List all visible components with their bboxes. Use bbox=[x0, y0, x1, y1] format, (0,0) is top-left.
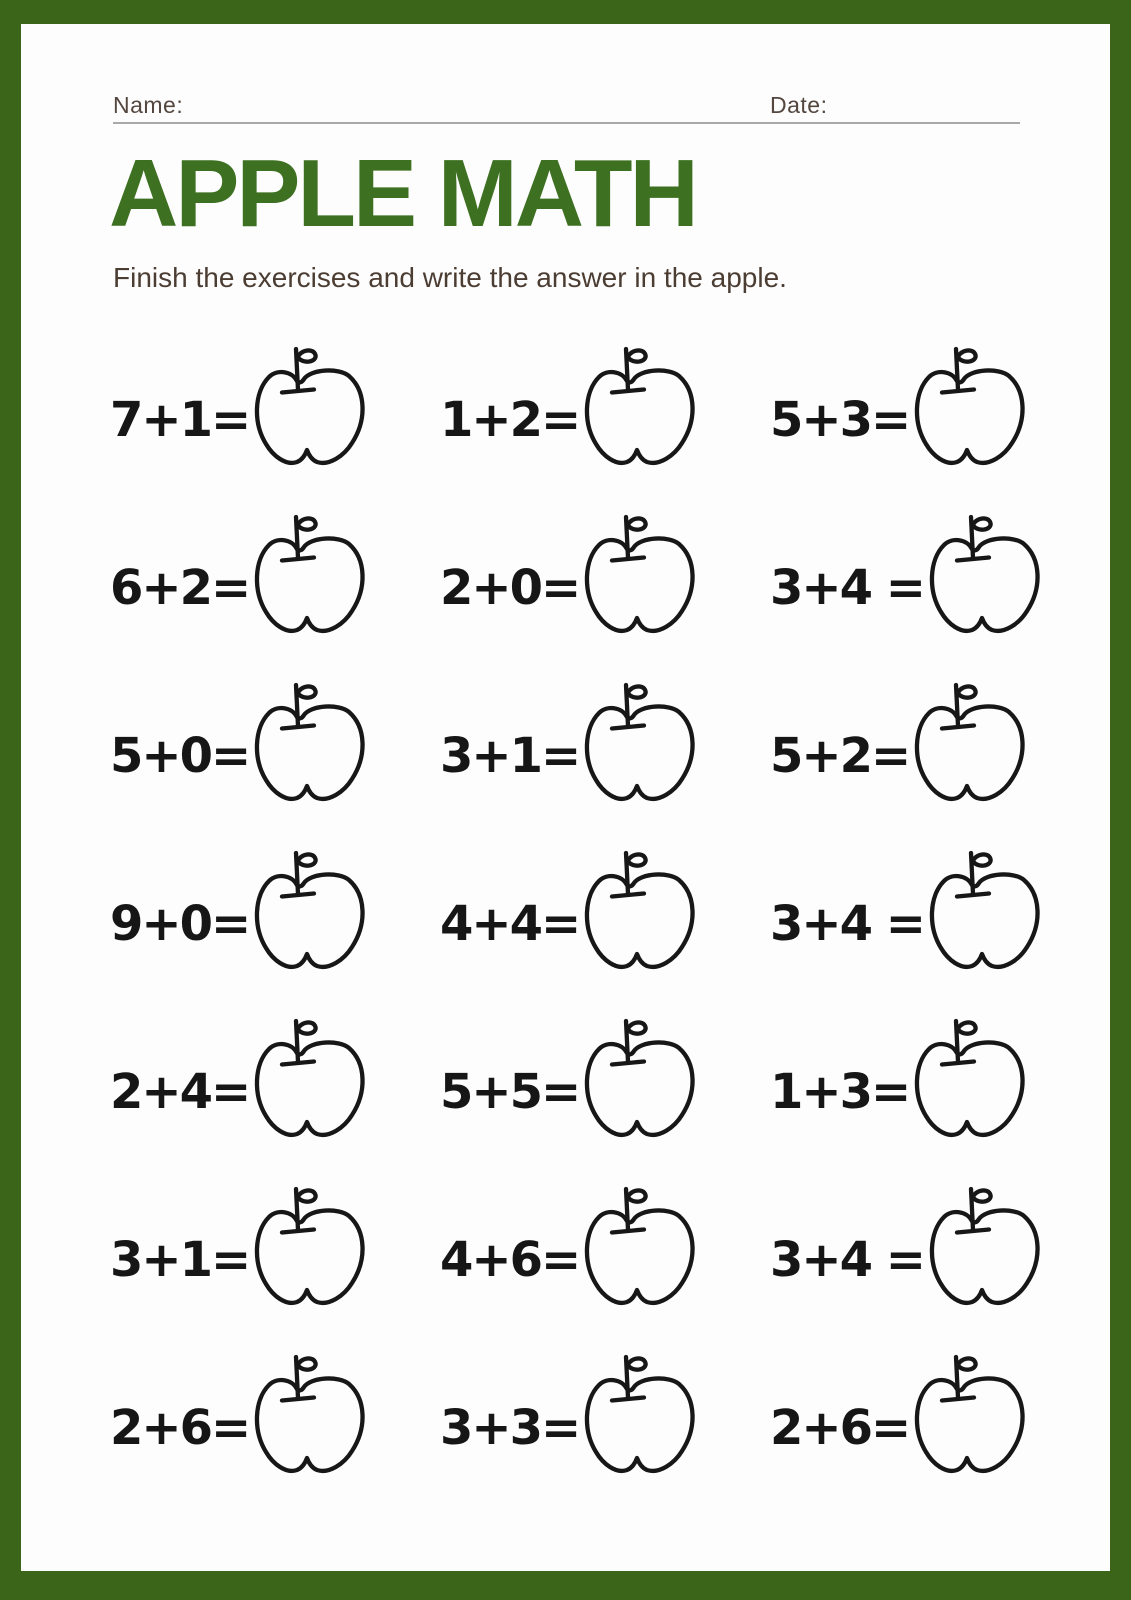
exercise-cell bbox=[440, 1166, 770, 1334]
exercise-cell bbox=[440, 494, 770, 662]
apple-icon bbox=[909, 1015, 1033, 1149]
date-label: Date: bbox=[770, 92, 828, 118]
apple-icon bbox=[249, 511, 373, 645]
exercise-cell bbox=[110, 1334, 440, 1502]
exercise-cell bbox=[110, 1166, 440, 1334]
exercise-grid bbox=[110, 326, 1100, 1502]
exercise-equation: 9+0= bbox=[110, 896, 250, 952]
exercise-cell bbox=[110, 998, 440, 1166]
exercise-equation: 7+1= bbox=[110, 392, 250, 448]
exercise-equation: 4+4= bbox=[440, 896, 580, 952]
exercise-equation: 3+4 = bbox=[770, 1232, 924, 1288]
apple-answer-blank[interactable] bbox=[249, 847, 373, 981]
apple-answer-blank[interactable] bbox=[924, 1183, 1048, 1317]
exercise-equation: 5+0= bbox=[110, 728, 250, 784]
exercise-cell bbox=[770, 1334, 1100, 1502]
exercise-equation: 2+4= bbox=[110, 1064, 250, 1120]
apple-icon bbox=[579, 1183, 703, 1317]
apple-icon bbox=[579, 343, 703, 477]
exercise-cell bbox=[440, 998, 770, 1166]
worksheet-page bbox=[21, 24, 1110, 1571]
apple-icon bbox=[909, 1351, 1033, 1485]
apple-icon bbox=[924, 847, 1048, 981]
apple-answer-blank[interactable] bbox=[579, 1351, 703, 1485]
apple-answer-blank[interactable] bbox=[249, 1183, 373, 1317]
name-label: Name: bbox=[113, 92, 184, 118]
exercise-cell bbox=[440, 830, 770, 998]
exercise-equation: 4+6= bbox=[440, 1232, 580, 1288]
apple-answer-blank[interactable] bbox=[909, 1351, 1033, 1485]
exercise-equation: 1+2= bbox=[440, 392, 580, 448]
apple-answer-blank[interactable] bbox=[909, 679, 1033, 813]
exercise-cell bbox=[110, 494, 440, 662]
apple-icon bbox=[249, 1351, 373, 1485]
apple-icon bbox=[249, 1015, 373, 1149]
exercise-cell bbox=[770, 830, 1100, 998]
apple-answer-blank[interactable] bbox=[579, 1183, 703, 1317]
exercise-cell bbox=[110, 326, 440, 494]
apple-icon bbox=[924, 511, 1048, 645]
apple-answer-blank[interactable] bbox=[579, 1015, 703, 1149]
apple-answer-blank[interactable] bbox=[579, 511, 703, 645]
apple-icon bbox=[579, 847, 703, 981]
exercise-equation: 3+3= bbox=[440, 1400, 580, 1456]
exercise-cell bbox=[110, 662, 440, 830]
exercise-equation: 3+1= bbox=[440, 728, 580, 784]
exercise-equation: 3+1= bbox=[110, 1232, 250, 1288]
exercise-equation: 5+3= bbox=[770, 392, 910, 448]
exercise-cell bbox=[770, 662, 1100, 830]
apple-answer-blank[interactable] bbox=[909, 1015, 1033, 1149]
exercise-cell bbox=[440, 326, 770, 494]
apple-answer-blank[interactable] bbox=[579, 679, 703, 813]
exercise-equation: 2+6= bbox=[110, 1400, 250, 1456]
apple-icon bbox=[909, 343, 1033, 477]
exercise-cell bbox=[770, 326, 1100, 494]
page-title: APPLE MATH bbox=[109, 140, 696, 247]
apple-icon bbox=[579, 511, 703, 645]
apple-answer-blank[interactable] bbox=[249, 511, 373, 645]
exercise-cell bbox=[110, 830, 440, 998]
apple-icon bbox=[579, 1015, 703, 1149]
apple-icon bbox=[924, 1183, 1048, 1317]
apple-icon bbox=[249, 1183, 373, 1317]
apple-answer-blank[interactable] bbox=[249, 343, 373, 477]
apple-answer-blank[interactable] bbox=[924, 511, 1048, 645]
exercise-equation: 3+4 = bbox=[770, 896, 924, 952]
apple-answer-blank[interactable] bbox=[579, 343, 703, 477]
exercise-equation: 5+5= bbox=[440, 1064, 580, 1120]
apple-icon bbox=[579, 1351, 703, 1485]
exercise-equation: 2+6= bbox=[770, 1400, 910, 1456]
exercise-equation: 3+4 = bbox=[770, 560, 924, 616]
instructions-text: Finish the exercises and write the answer in the apple. bbox=[113, 262, 787, 293]
exercise-cell bbox=[770, 998, 1100, 1166]
exercise-equation: 2+0= bbox=[440, 560, 580, 616]
apple-answer-blank[interactable] bbox=[249, 1015, 373, 1149]
exercise-cell bbox=[770, 1166, 1100, 1334]
apple-icon bbox=[909, 679, 1033, 813]
apple-icon bbox=[579, 679, 703, 813]
name-date-writing-line[interactable] bbox=[113, 122, 1020, 124]
apple-icon bbox=[249, 679, 373, 813]
exercise-cell bbox=[440, 1334, 770, 1502]
apple-answer-blank[interactable] bbox=[909, 343, 1033, 477]
apple-icon bbox=[249, 847, 373, 981]
apple-icon bbox=[249, 343, 373, 477]
apple-answer-blank[interactable] bbox=[249, 1351, 373, 1485]
exercise-cell bbox=[770, 494, 1100, 662]
exercise-equation: 5+2= bbox=[770, 728, 910, 784]
exercise-cell bbox=[440, 662, 770, 830]
apple-answer-blank[interactable] bbox=[924, 847, 1048, 981]
exercise-equation: 1+3= bbox=[770, 1064, 910, 1120]
apple-answer-blank[interactable] bbox=[249, 679, 373, 813]
exercise-equation: 6+2= bbox=[110, 560, 250, 616]
apple-answer-blank[interactable] bbox=[579, 847, 703, 981]
